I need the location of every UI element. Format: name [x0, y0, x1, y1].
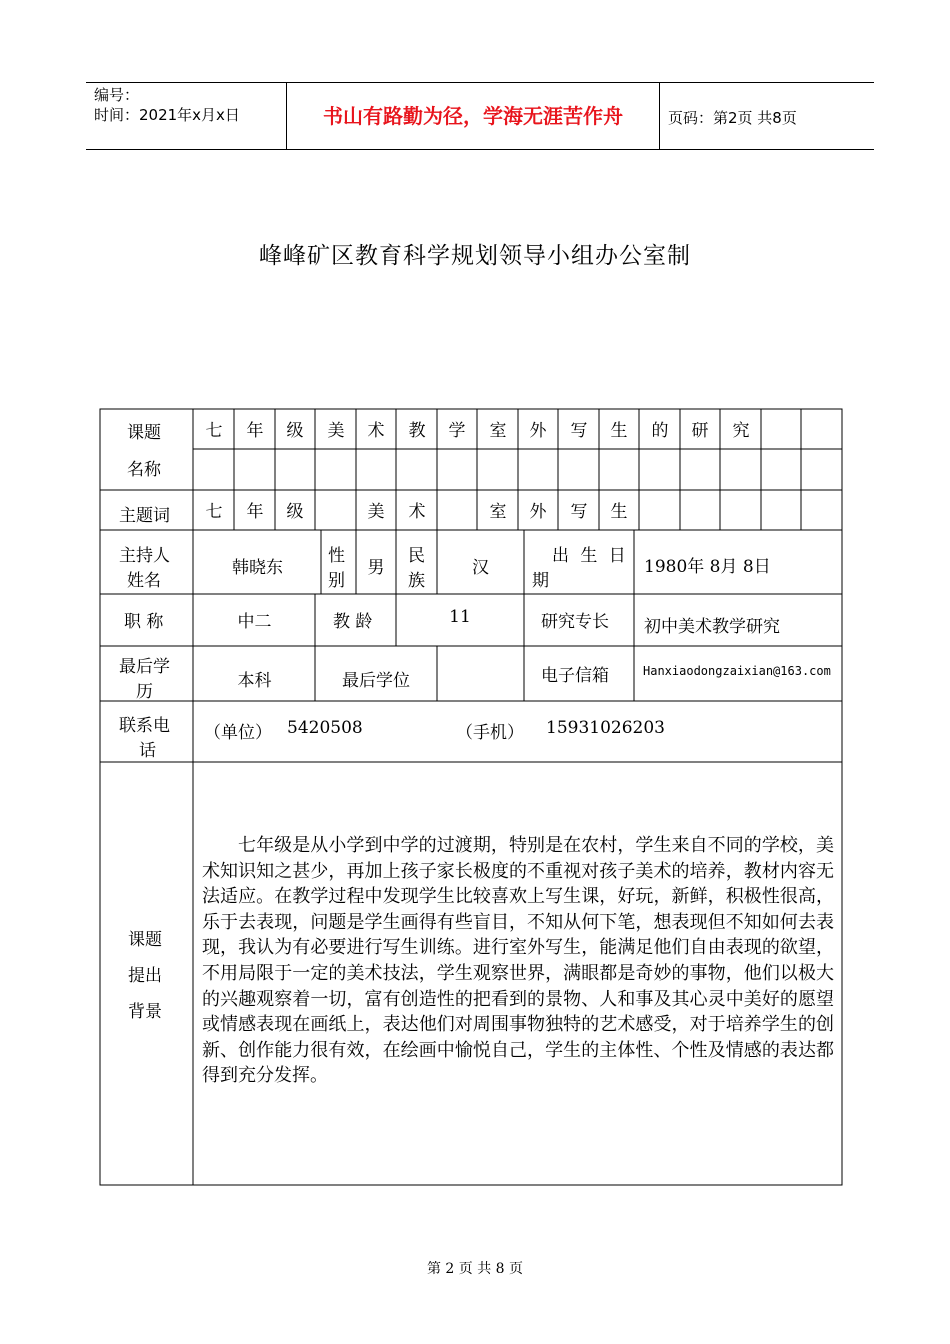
mobile-value: 15931026203	[546, 718, 665, 738]
topic-char: 美	[327, 421, 345, 441]
unit-phone-label: （单位）	[204, 723, 272, 743]
office-title: 峰峰矿区教育科学规划领导小组办公室制	[259, 243, 691, 269]
topic-char: 室	[489, 421, 507, 441]
topic-char: 术	[367, 421, 385, 441]
teaching-years-label: 教 龄	[333, 612, 373, 632]
host-label-line1: 主持人	[119, 546, 170, 566]
topic-char: 年	[246, 421, 264, 441]
host-name: 韩晓东	[232, 558, 283, 578]
topic-char: 写	[570, 421, 588, 441]
header-motto: 书山有路勤为径，学海无涯苦作舟	[323, 104, 623, 128]
topic-char: 究	[732, 421, 750, 441]
topic-char: 外	[529, 421, 547, 441]
header-page-label: 页码：第2页 共8页	[668, 109, 797, 127]
mobile-label: （手机）	[456, 723, 524, 743]
keyword-char: 术	[408, 502, 426, 522]
keyword-char: 七	[205, 502, 223, 522]
host-label-line2: 姓名	[127, 571, 161, 591]
header-bottom-rule	[86, 149, 874, 150]
background-text: 七年级是从小学到中学的过渡期，特别是在农村，学生来自不同的学校，美术知识知之甚少，再加上孩子家长极度的不重视对孩子美术的培养，教材内容无法适应。在教学过程中发现学生比较喜欢上写生课，好玩，新鲜，积极性很高，乐于去表现，问题是学生画得有些盲目，不知从何下笔，想表现但不知如何去表现，我认为有必要进行写生训练。进行室外写生，能满足他们自由表现的欲望，不用局限于一定的美术技法，学生观察世界，满眼都是奇妙的事物，他们以极大的兴趣观察着一切，富有创造性的把看到的景物、人和事及其心灵中美好的愿望或情感表现在画纸上，表达他们对周围事物独特的艺术感受，对于培养学生的创新、创作能力很有效，在绘画中愉悦自己，学生的主体性、个性及情感的表达都得到充分发挥。	[202, 835, 834, 1087]
gender-label-line2: 别	[328, 571, 345, 591]
title-value: 中二	[237, 612, 272, 632]
keyword-char: 美	[367, 502, 385, 522]
topic-char: 学	[448, 421, 466, 441]
keywords-label: 主题词	[119, 506, 170, 526]
birth-label-line2: 期	[532, 571, 549, 591]
phone-label-line2: 话	[139, 741, 156, 761]
topic-char: 级	[286, 421, 304, 441]
phone-label-line1: 联系电	[119, 716, 170, 736]
education-label-line2: 历	[136, 682, 153, 702]
birth-label-line1: 出 生 日	[552, 546, 629, 566]
gender-value: 男	[367, 558, 385, 578]
email-label: 电子信箱	[541, 666, 609, 686]
education-label-line1: 最后学	[119, 657, 170, 677]
keyword-char: 年	[246, 502, 264, 522]
background-label-line2: 提出	[128, 966, 162, 986]
keyword-char: 级	[286, 502, 304, 522]
specialty-value: 初中美术教学研究	[644, 617, 780, 637]
keyword-char: 外	[529, 502, 547, 522]
header-time-label: 时间：2021年x月x日	[94, 106, 240, 124]
ethnicity-value: 汉	[472, 558, 489, 578]
keyword-char: 生	[610, 502, 628, 522]
education-value: 本科	[237, 671, 272, 691]
specialty-label: 研究专长	[541, 612, 609, 632]
gender-label-line1: 性	[328, 546, 345, 566]
topic-char: 教	[408, 421, 426, 441]
header-number-label: 编号：	[94, 86, 140, 104]
ethnicity-label-line1: 民	[408, 546, 425, 566]
page-footer: 第 2 页 共 8 页	[426, 1261, 524, 1277]
background-label-line3: 背景	[128, 1002, 162, 1022]
keyword-char: 写	[570, 502, 588, 522]
header-divider-right	[659, 83, 660, 149]
ethnicity-label-line2: 族	[408, 571, 425, 591]
topic-char: 生	[610, 421, 628, 441]
background-label-line1: 课题	[128, 930, 162, 950]
topic-char: 的	[651, 421, 669, 441]
birth-date: 1980年 8月 8日	[644, 557, 771, 577]
title-label: 职 称	[124, 612, 164, 632]
header-top-rule	[86, 82, 874, 83]
keyword-char: 室	[489, 502, 507, 522]
topic-char: 七	[205, 421, 223, 441]
topic-label-line2: 名称	[127, 460, 161, 480]
degree-label: 最后学位	[342, 671, 410, 691]
header-divider-left	[286, 83, 287, 149]
unit-phone-value: 5420508	[287, 718, 363, 738]
topic-label-line1: 课题	[127, 423, 161, 443]
email-value: Hanxiaodongzaixian@163.com	[643, 664, 831, 678]
topic-char: 研	[691, 421, 709, 441]
teaching-years-value: 11	[449, 607, 471, 627]
